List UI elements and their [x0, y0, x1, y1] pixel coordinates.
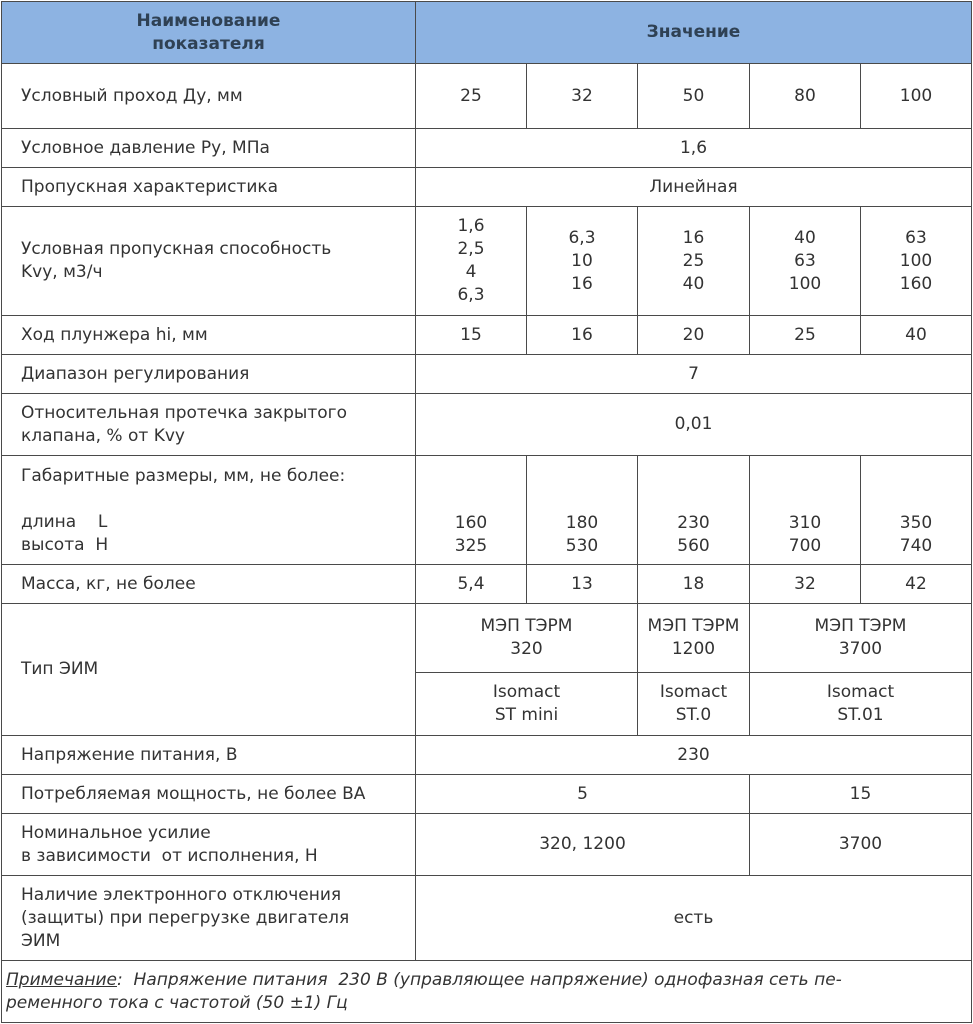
dims-dn80: 310 700 — [750, 456, 861, 565]
label-characteristic: Пропускная характеристика — [2, 168, 416, 207]
label-protection — [2, 876, 416, 961]
mass-dn100: 42 — [861, 565, 972, 604]
row-pn — [2, 129, 972, 168]
stroke-dn80: 25 — [750, 316, 861, 355]
mass-dn32: 13 — [527, 565, 638, 604]
stroke-dn50: 20 — [638, 316, 750, 355]
row-power — [2, 775, 972, 814]
note-text-2: ременного тока с частотой (50 ±1) Гц — [6, 992, 348, 1013]
kvy-dn32: 6,3 10 16 — [527, 207, 638, 316]
note-line1 — [6, 969, 965, 992]
power-value-2: 15 — [750, 775, 972, 814]
actuator-mep-1200: МЭП ТЭРМ 1200 — [638, 604, 750, 673]
actuator-isomact-st01: Isomact ST.01 — [750, 673, 972, 736]
header-value: Значение — [416, 2, 972, 64]
characteristic-value: Линейная — [416, 168, 972, 207]
label-force-line1: Номинальное усилие — [21, 822, 211, 843]
row-kvy — [2, 207, 972, 316]
row-force — [2, 814, 972, 876]
label-kvy-line1: Условная пропускная способность — [21, 239, 332, 259]
row-characteristic — [2, 168, 972, 207]
row-voltage — [2, 736, 972, 775]
note-label: Примечание — [6, 969, 117, 990]
label-force-line2: в зависимости от исполнения, Н — [21, 845, 318, 866]
mass-dn25: 5,4 — [416, 565, 527, 604]
row-range — [2, 355, 972, 394]
dn-25: 25 — [416, 64, 527, 129]
protection-value: есть — [416, 876, 972, 961]
force-value-1: 320, 1200 — [416, 814, 750, 876]
dims-dn100: 350 740 — [861, 456, 972, 565]
label-leak-line1: Относительная протечка закрытого — [21, 402, 347, 423]
kvy-dn25: 1,6 2,5 4 6,3 — [416, 207, 527, 316]
label-power: Потребляемая мощность, не более ВА — [2, 775, 416, 814]
dims-dn25: 160 325 — [416, 456, 527, 565]
header-row — [2, 2, 972, 64]
actuator-isomact-st0: Isomact ST.0 — [638, 673, 750, 736]
range-value: 7 — [416, 355, 972, 394]
pn-value: 1,6 — [416, 129, 972, 168]
label-protection-line1: Наличие электронного отключения — [21, 884, 342, 905]
dn-80: 80 — [750, 64, 861, 129]
kvy-dn80: 40 63 100 — [750, 207, 861, 316]
dims-dn50: 230 560 — [638, 456, 750, 565]
row-note — [2, 961, 972, 1023]
label-dims-line3: высота H — [21, 535, 109, 555]
dn-50: 50 — [638, 64, 750, 129]
label-dims-line1: Габаритные размеры, мм, не более: — [21, 466, 346, 486]
label-pn: Условное давление Ру, МПа — [2, 129, 416, 168]
dn-32: 32 — [527, 64, 638, 129]
actuator-isomact-mini: Isomact ST mini — [416, 673, 638, 736]
dims-dn32: 180 530 — [527, 456, 638, 565]
actuator-mep-3700: МЭП ТЭРМ 3700 — [750, 604, 972, 673]
label-mass: Масса, кг, не более — [2, 565, 416, 604]
label-kvy-line2: Kvy, м3/ч — [21, 262, 103, 282]
label-leak — [2, 394, 416, 456]
label-protection-line3: ЭИМ — [21, 930, 61, 951]
note-text-1: : Напряжение питания 230 В (управляющее напряжение) однофазная сеть пе- — [117, 969, 842, 990]
label-stroke: Ход плунжера hi, мм — [2, 316, 416, 355]
label-dims-line2: длина L — [21, 512, 108, 532]
row-actuator-1 — [2, 604, 972, 673]
header-name: Наименование показателя — [2, 2, 416, 64]
stroke-dn32: 16 — [527, 316, 638, 355]
row-dn — [2, 64, 972, 129]
label-kvy — [2, 207, 416, 316]
note — [2, 961, 972, 1023]
row-leak — [2, 394, 972, 456]
mass-dn80: 32 — [750, 565, 861, 604]
spec-table — [1, 1, 972, 1023]
label-force — [2, 814, 416, 876]
label-protection-line2: (защиты) при перегрузке двигателя — [21, 907, 350, 928]
leak-value: 0,01 — [416, 394, 972, 456]
kvy-dn100: 63 100 160 — [861, 207, 972, 316]
dn-100: 100 — [861, 64, 972, 129]
row-mass — [2, 565, 972, 604]
label-dn: Условный проход Ду, мм — [2, 64, 416, 129]
row-protection — [2, 876, 972, 961]
row-stroke — [2, 316, 972, 355]
voltage-value: 230 — [416, 736, 972, 775]
label-leak-line2: клапана, % от Kvy — [21, 425, 185, 446]
stroke-dn100: 40 — [861, 316, 972, 355]
label-dims — [2, 456, 416, 565]
force-value-2: 3700 — [750, 814, 972, 876]
actuator-mep-320: МЭП ТЭРМ 320 — [416, 604, 638, 673]
label-range: Диапазон регулирования — [2, 355, 416, 394]
stroke-dn25: 15 — [416, 316, 527, 355]
label-voltage: Напряжение питания, В — [2, 736, 416, 775]
mass-dn50: 18 — [638, 565, 750, 604]
label-actuator: Тип ЭИМ — [2, 604, 416, 736]
kvy-dn50: 16 25 40 — [638, 207, 750, 316]
row-dims — [2, 456, 972, 565]
power-value-1: 5 — [416, 775, 750, 814]
